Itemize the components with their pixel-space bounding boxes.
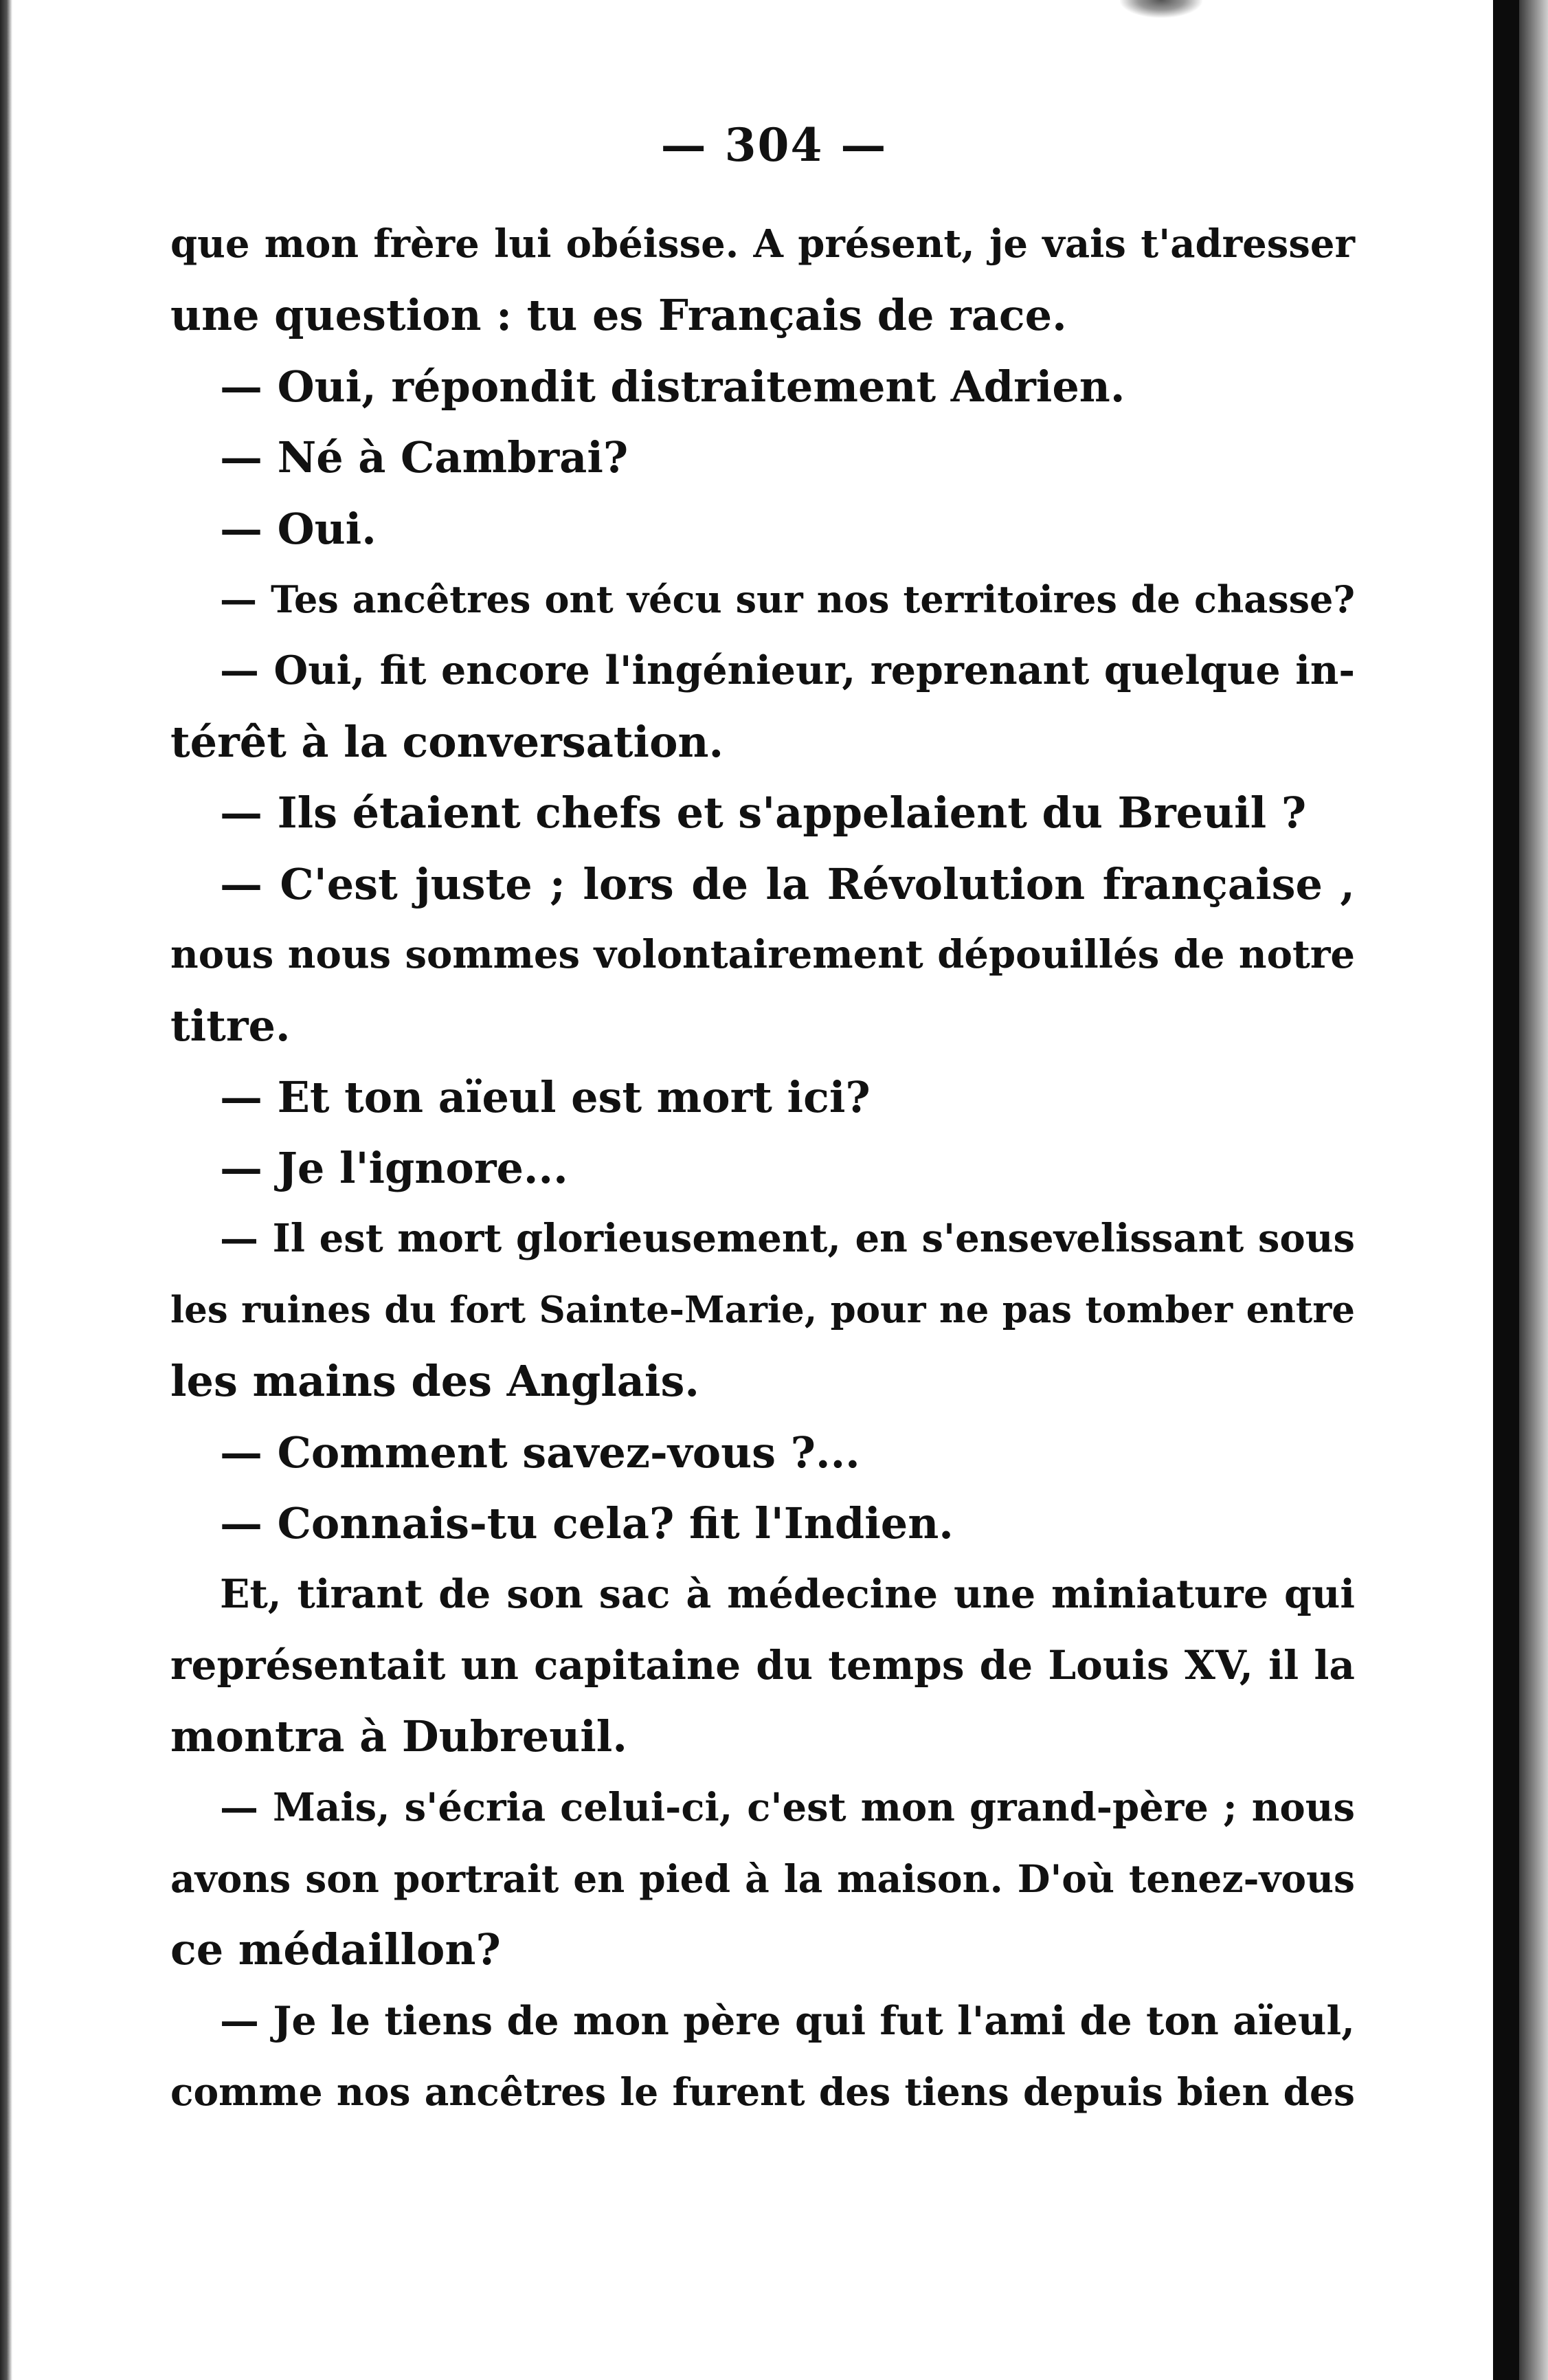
text-line: — Il est mort glorieusement, en s'ensevelissant sous [220, 1216, 1355, 1262]
text-line: — Oui, répondit distraitement Adrien. [220, 361, 1125, 412]
text-line: — Ils étaient chefs et s'appelaient du Breuil ? [220, 788, 1307, 838]
text-line: — C'est juste ; lors de la Révolution française , [220, 858, 1355, 909]
text-line: avons son portrait en pied à la maison. D'où tenez-vous [170, 1856, 1355, 1901]
text-line: — Comment savez-vous ?... [220, 1427, 860, 1478]
scan-right-shade [1519, 0, 1548, 2380]
text-line: une question : tu es Français de race. [170, 290, 1067, 341]
scan-right-edge [1452, 0, 1548, 2380]
scan-left-edge [0, 0, 12, 2380]
text-line: — Je le tiens de mon père qui fut l'ami de ton aïeul, [220, 1997, 1355, 2044]
text-line: Et, tirant de son sac à médecine une miniature qui [220, 1571, 1355, 1618]
text-line: — Oui. [220, 503, 377, 554]
page-number: — 304 — [660, 118, 888, 172]
scan-right-bar [1493, 0, 1519, 2380]
text-line: les ruines du fort Sainte-Marie, pour ne pas tomber entre [170, 1288, 1355, 1331]
text-line: comme nos ancêtres le furent des tiens depuis bien des [170, 2069, 1355, 2115]
text-line: — Je l'ignore... [220, 1143, 568, 1194]
text-line: — Connais-tu cela? fit l'Indien. [220, 1498, 954, 1549]
text-line: montra à Dubreuil. [170, 1711, 627, 1762]
text-line: térêt à la conversation. [170, 716, 724, 767]
text-line: — Oui, fit encore l'ingénieur, reprenant quelque in- [220, 647, 1355, 694]
text-line: les mains des Anglais. [170, 1356, 699, 1407]
text-line: — Tes ancêtres ont vécu sur nos territoires de chasse? [220, 577, 1355, 621]
text-line: représentait un capitaine du temps de Louis XV, il la [170, 1641, 1355, 1689]
scan-smudge [1120, 0, 1202, 18]
body-text [170, 209, 1355, 2128]
text-line: titre. [170, 1001, 291, 1052]
text-line: — Mais, s'écria celui-ci, c'est mon grand-père ; nous [220, 1784, 1355, 1830]
text-line: nous nous sommes volontairement dépouillés de notre [170, 931, 1355, 977]
text-line: — Et ton aïeul est mort ici? [220, 1071, 871, 1122]
text-line: — Né à Cambrai? [220, 432, 629, 483]
text-line: ce médaillon? [170, 1924, 501, 1975]
text-line: que mon frère lui obéisse. A présent, je vais t'adresser [170, 221, 1355, 267]
